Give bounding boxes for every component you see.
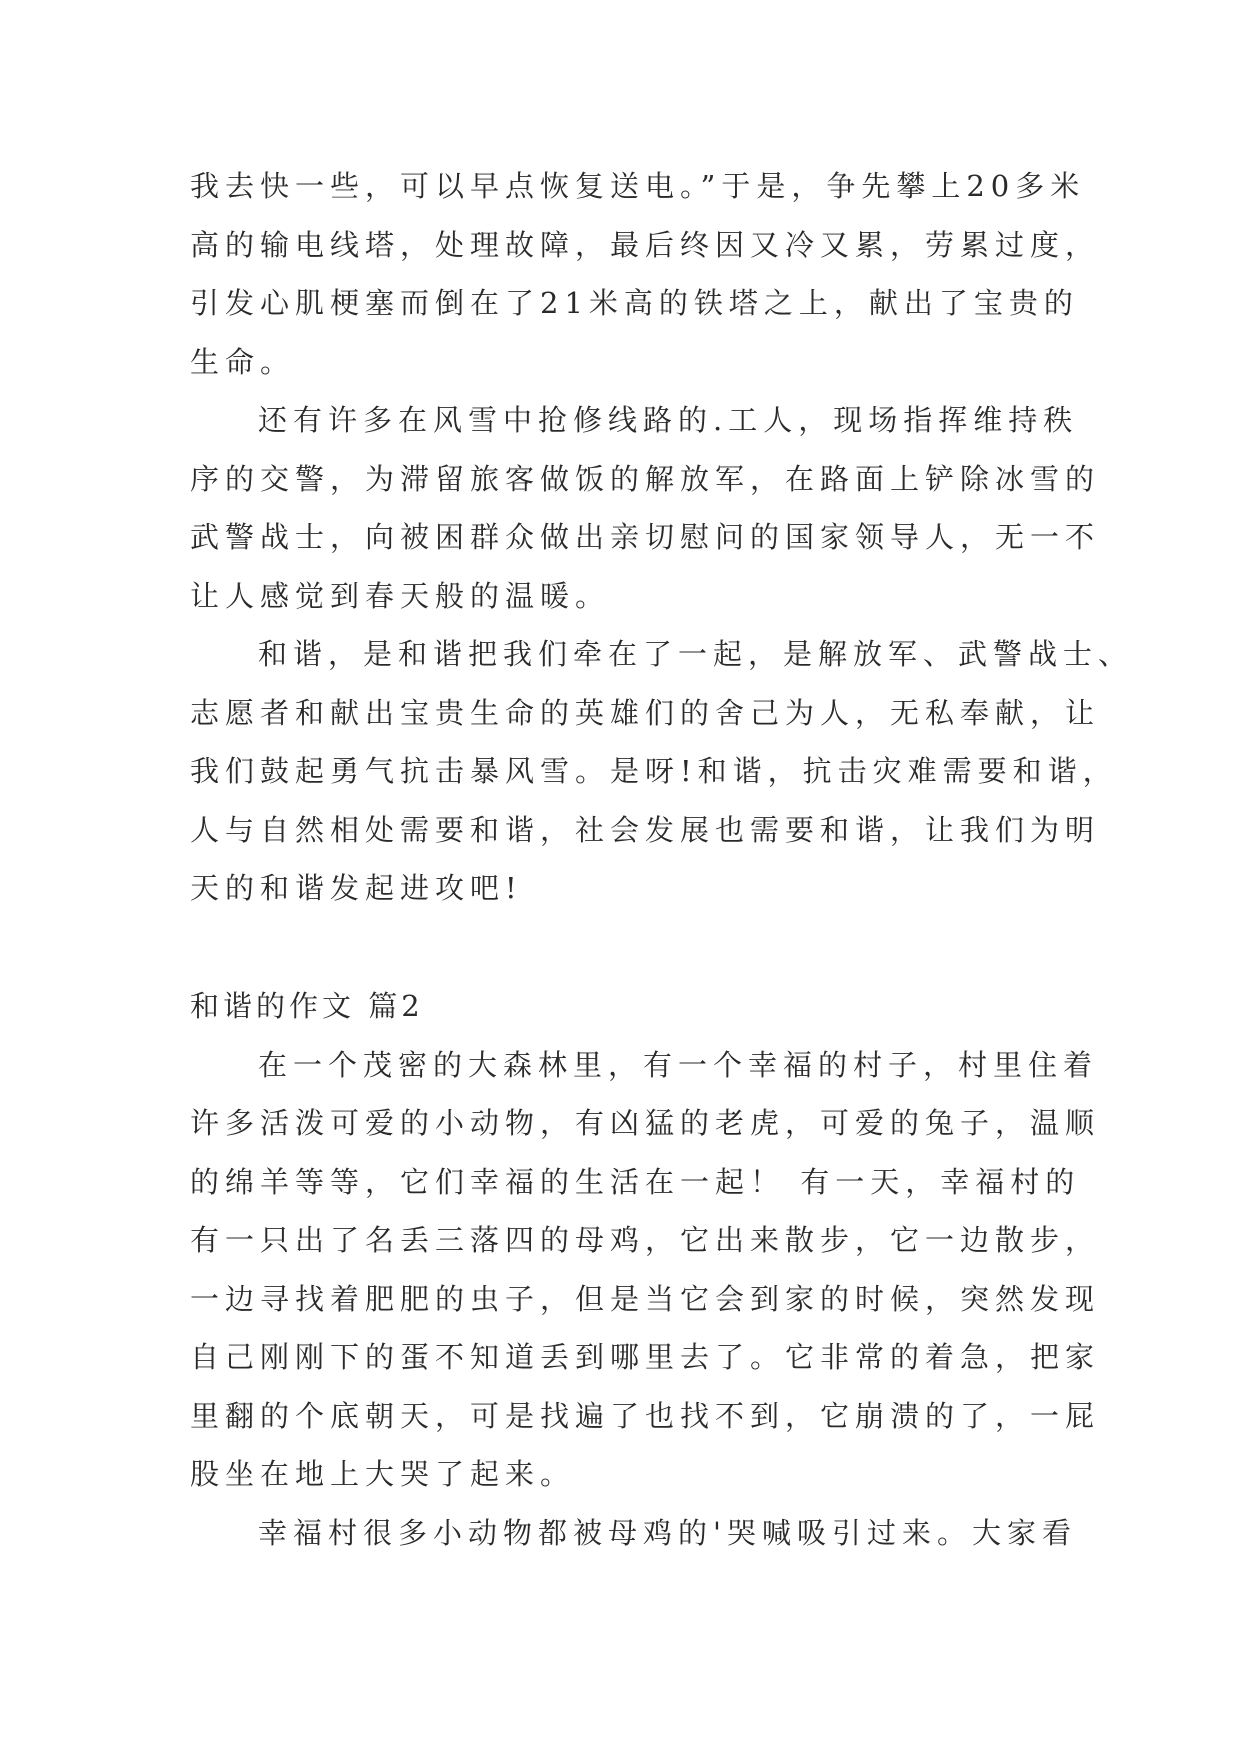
paragraph	[190, 625, 1134, 918]
paragraph	[190, 391, 1101, 625]
text-line: 自己刚刚下的蛋不知道丢到哪里去了。它非常的着急，把家	[190, 1340, 1101, 1374]
text-line: 在一个茂密的大森林里，有一个幸福的村子，村里住着	[258, 1047, 1099, 1082]
text-line: 引发心肌梗塞而倒在了21米高的铁塔之上，献出了宝贵的	[190, 286, 1079, 320]
text-line: 生命。	[190, 344, 296, 379]
paragraph	[190, 1036, 1101, 1504]
section-1-body	[190, 157, 1134, 918]
text-line: 我们鼓起勇气抗击暴风雪。是呀!和谐，抗击灾难需要和谐，	[190, 754, 1118, 788]
text-line: 序的交警，为滞留旅客做饭的解放军，在路面上铲除冰雪的	[190, 461, 1101, 496]
text-line: 天的和谐发起进攻吧!	[190, 871, 523, 905]
text-line: 和谐，是和谐把我们牵在了一起，是解放军、武警战士、	[258, 637, 1134, 671]
text-line: 让人感觉到春天般的温暖。	[190, 578, 611, 613]
text-line: 一边寻找着肥肥的虫子，但是当它会到家的时候，突然发现	[190, 1281, 1101, 1316]
text-line: 志愿者和献出宝贵生命的英雄们的舍己为人，无私奉献，让	[190, 695, 1101, 730]
text-line: 我去快一些，可以早点恢复送电。”于是，争先攀上20多米	[190, 169, 1086, 203]
text-line: 幸福村很多小动物都被母鸡的'哭喊吸引过来。大家看	[258, 1515, 1077, 1550]
text-line: 许多活泼可爱的小动物，有凶猛的老虎，可爱的兔子，温顺	[190, 1106, 1101, 1140]
text-line: 的绵羊等等，它们幸福的生活在一起！ 有一天，幸福村的	[190, 1164, 1081, 1199]
text-line: 武警战士，向被困群众做出亲切慰问的国家领导人，无一不	[190, 520, 1101, 554]
section-2-body	[190, 1036, 1101, 1563]
text-line: 人与自然相处需要和谐，社会发展也需要和谐，让我们为明	[190, 812, 1101, 847]
text-line: 还有许多在风雪中抢修线路的.工人，现场指挥维持秩	[258, 403, 1079, 437]
text-line: 高的输电线塔，处理故障，最后终因又冷又累，劳累过度，	[190, 227, 1101, 262]
text-line: 股坐在地上大哭了起来。	[190, 1457, 576, 1491]
paragraph	[190, 1504, 1077, 1563]
text-line: 有一只出了名丢三落四的母鸡，它出来散步，它一边散步，	[190, 1223, 1101, 1257]
paragraph	[190, 157, 1101, 391]
text-line: 里翻的个底朝天，可是找遍了也找不到，它崩溃的了，一屁	[190, 1398, 1101, 1433]
section-title: 和谐的作文 篇2	[190, 989, 424, 1023]
